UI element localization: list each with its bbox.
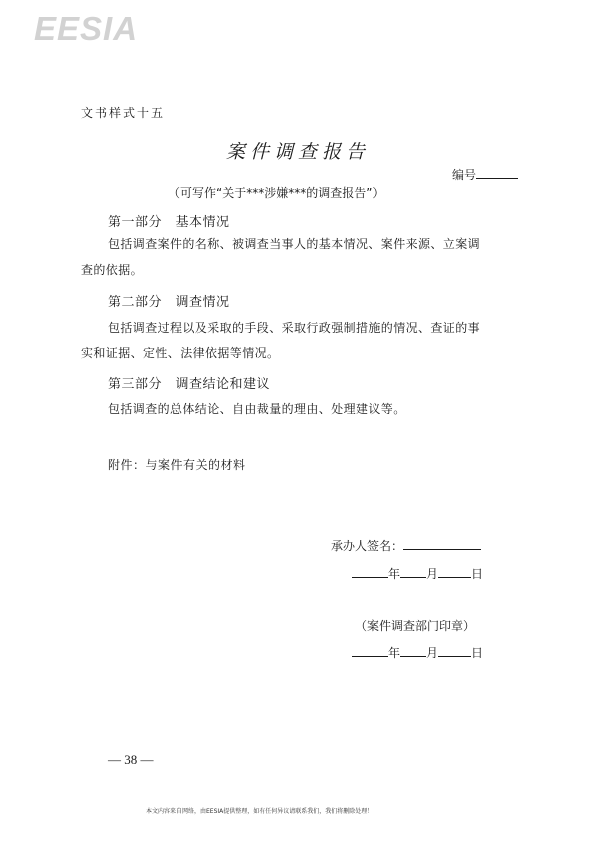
signature-row [331,537,481,554]
month-label: 月 [426,567,439,581]
day-blank[interactable] [438,565,471,578]
month-blank[interactable] [400,565,426,578]
month-blank[interactable] [400,644,426,657]
month-label: 月 [426,646,439,660]
year-label: 年 [388,646,401,660]
document-number [452,166,518,183]
day-label: 日 [471,567,484,581]
eesia-logo: EESIA [34,10,139,47]
signature-label: 承办人签名： [331,539,404,553]
date-row-1 [352,565,483,582]
section-1-line-1: 包括调查案件的名称、被调查当事人的基本情况、案件来源、立案调 [108,237,481,251]
footer-note: 本文内容来自网络，由EESIA提供整理，如有任何异议请联系我们，我们将删除处理！ [146,808,374,815]
section-3-heading: 第三部分 调查结论和建议 [108,377,271,392]
attachment-note: 附件：与案件有关的材料 [108,458,246,472]
section-2-line-1: 包括调查过程以及采取的手段、采取行政强制措施的情况、查证的事 [108,321,481,335]
page-title: 案件调查报告 [225,141,370,163]
section-1-line-2: 查的依据。 [81,263,144,277]
signature-blank[interactable] [403,537,481,550]
doc-style-label: 文书样式十五 [81,106,166,120]
section-2-line-2: 实和证据、定性、法律依据等情况。 [81,346,280,360]
section-2-heading: 第二部分 调查情况 [108,295,230,310]
number-label: 编号 [452,168,477,182]
page-number: — 38 — [108,752,154,767]
section-3-line-1: 包括调查的总体结论、自由裁量的理由、处理建议等。 [108,402,406,416]
day-label: 日 [471,646,484,660]
year-blank[interactable] [352,565,388,578]
year-label: 年 [388,567,401,581]
number-blank[interactable] [476,166,518,179]
day-blank[interactable] [438,644,471,657]
year-blank[interactable] [352,644,388,657]
section-1-heading: 第一部分 基本情况 [108,215,230,230]
date-row-2 [352,644,483,661]
subtitle: （可写作“关于***涉嫌***的调查报告”） [168,186,385,200]
seal-label: （案件调查部门印章） [355,619,476,633]
